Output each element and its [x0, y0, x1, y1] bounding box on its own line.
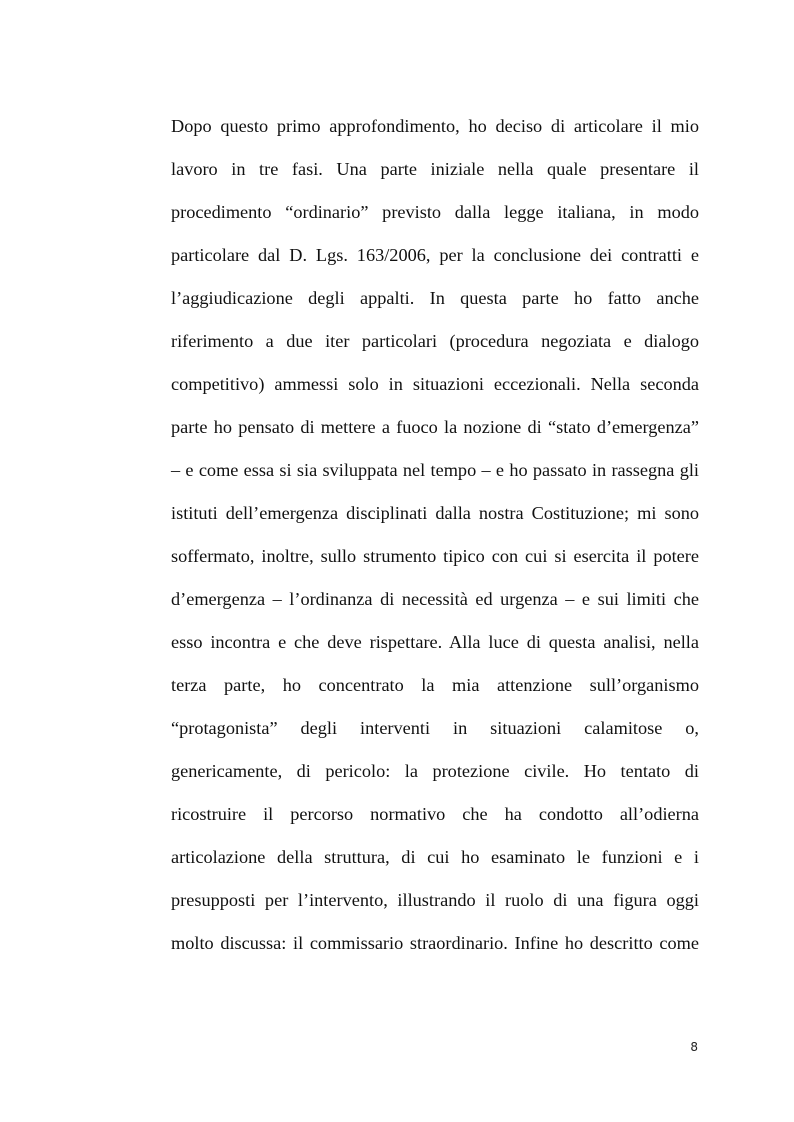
text-line: parte ho pensato di mettere a fuoco la nozione di “stato d’emergenza”	[171, 417, 699, 437]
text-line: l’aggiudicazione degli appalti. In questa parte ho fatto anche	[171, 288, 699, 308]
text-line: terza parte, ho concentrato la mia attenzione sull’organismo	[171, 675, 699, 695]
text-line: Dopo questo primo approfondimento, ho deciso di articolare il mio	[171, 116, 699, 136]
text-line: molto discussa: il commissario straordinario. Infine ho descritto come	[171, 933, 699, 953]
text-line: procedimento “ordinario” previsto dalla legge italiana, in modo	[171, 202, 699, 222]
text-line: lavoro in tre fasi. Una parte iniziale nella quale presentare il	[171, 159, 699, 179]
text-line: ricostruire il percorso normativo che ha condotto all’odierna	[171, 804, 699, 824]
text-line: d’emergenza – l’ordinanza di necessità ed urgenza – e sui limiti che	[171, 589, 699, 609]
text-line: competitivo) ammessi solo in situazioni eccezionali. Nella seconda	[171, 374, 699, 394]
text-line: istituti dell’emergenza disciplinati dalla nostra Costituzione; mi sono	[171, 503, 699, 523]
text-line: riferimento a due iter particolari (procedura negoziata e dialogo	[171, 331, 699, 351]
page-number: 8	[690, 1040, 698, 1054]
text-line: soffermato, inoltre, sullo strumento tipico con cui si esercita il potere	[171, 546, 699, 566]
text-line: articolazione della struttura, di cui ho esaminato le funzioni e i	[171, 847, 699, 867]
text-line: presupposti per l’intervento, illustrando il ruolo di una figura oggi	[171, 890, 699, 910]
text-line: “protagonista” degli interventi in situazioni calamitose o,	[171, 718, 699, 738]
text-line: genericamente, di pericolo: la protezione civile. Ho tentato di	[171, 761, 699, 781]
text-line: particolare dal D. Lgs. 163/2006, per la conclusione dei contratti e	[171, 245, 699, 265]
body-paragraph	[171, 112, 699, 972]
text-line: – e come essa si sia sviluppata nel tempo – e ho passato in rassegna gli	[171, 460, 699, 480]
text-line: esso incontra e che deve rispettare. Alla luce di questa analisi, nella	[171, 632, 699, 652]
